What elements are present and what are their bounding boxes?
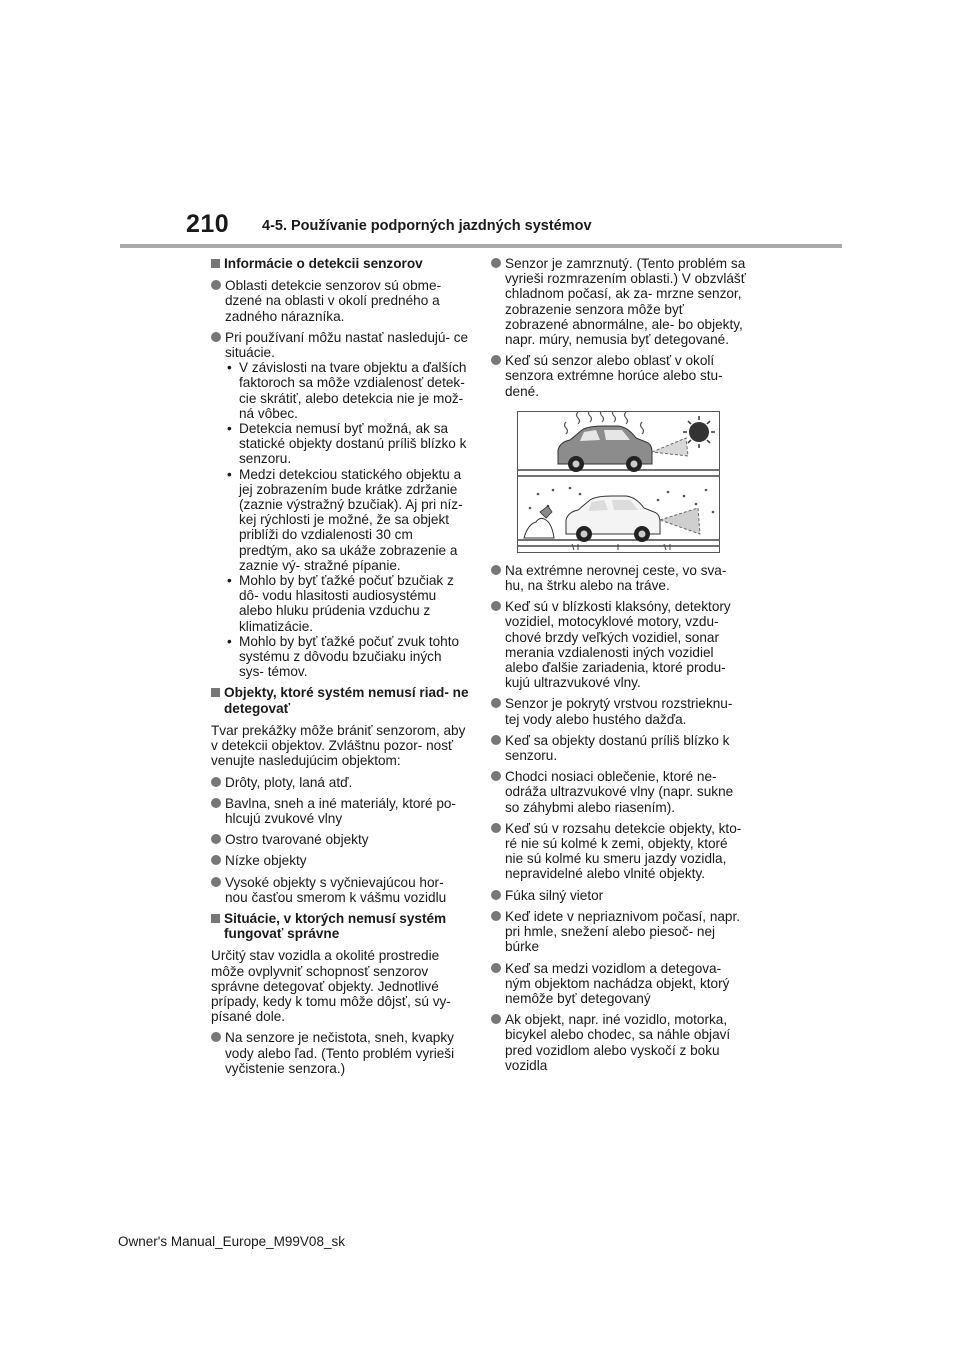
right-column (491, 256, 749, 1079)
list-item-text: Nízke objekty (225, 853, 307, 869)
sun-icon (683, 416, 715, 448)
section-heading (211, 911, 469, 941)
circle-bullet-icon (491, 565, 501, 575)
circle-bullet-icon (211, 834, 221, 844)
circle-bullet-icon (491, 911, 501, 921)
list-item-text: Drôty, ploty, laná atď. (225, 774, 353, 790)
sub-list-item: • Mohlo by byť ťažké počuť bzučiak z dô- vodu hlasitosti audiosystému alebo hluku prúdenia vzduchu z klimatizácie. (227, 573, 454, 634)
sub-list-item-text: Mohlo by byť ťažké počuť zvuk tohto systému z dôvodu bzučiaku iných sys- témov. (239, 633, 460, 680)
list-item-text: Keď sa objekty dostanú príliš blízko k senzoru. (505, 732, 730, 764)
list-item-text: Oblasti detekcie senzorov sú obme- dzené na oblasti v okolí predného a zadného nárazníka. (225, 278, 442, 324)
sub-list-item-text: Detekcia nemusí byť možná, ak sa statické objekty dostanú príliš blízko k senzoru. (239, 421, 467, 467)
list-item (491, 1012, 749, 1073)
list-item (491, 888, 749, 903)
sub-list-item: • V závislosti na tvare objektu a ďalších faktoroch sa môže vzdialenosť detek- cie skrátiť, alebo detekcia nie je mož- ná vôbec. (227, 360, 467, 421)
square-bullet-icon (211, 259, 220, 268)
list-item (491, 696, 749, 726)
list-item-text: Bavlna, sneh a iné materiály, ktoré po- hlcujú zvukové vlny (225, 795, 456, 826)
car-hot-icon (558, 426, 652, 472)
circle-bullet-icon (491, 823, 501, 833)
heading-text: Situácie, v ktorých nemusí systém fungovať správne (224, 910, 447, 942)
list-item-text: Chodci nosiaci oblečenie, ktoré ne- odráža ultrazvukové vlny (napr. sukne so záhybmi alebo riasením). (505, 769, 734, 815)
left-column (211, 256, 469, 1082)
list-item-text: Keď idete v nepriaznivom počasí, napr. pri hmle, snežení alebo piesoč- nej búrke (505, 908, 741, 955)
list-item (491, 353, 749, 399)
sensor-condition-illustration (517, 411, 720, 553)
square-bullet-icon (211, 914, 220, 923)
list-item (211, 278, 469, 324)
heading-text: Informácie o detekcii senzorov (224, 256, 423, 271)
sub-list-item-text: Mohlo by byť ťažké počuť bzučiak z dô- vodu hlasitosti audiosystému alebo hluku prúdenia vzduchu z klimatizácie. (239, 573, 454, 634)
section-heading (211, 256, 469, 271)
list-item-text: Pri používaní môžu nastať nasledujú- ce situácie. (225, 329, 469, 361)
circle-bullet-icon (211, 777, 221, 787)
sub-list-item: • Mohlo by byť ťažké počuť zvuk tohto systému z dôvodu bzučiaku iných sys- témov. (227, 633, 460, 680)
list-item-text: Keď sú senzor alebo oblasť v okolí senzora extrémne horúce alebo stu- dené. (505, 353, 723, 399)
circle-bullet-icon (491, 890, 501, 900)
list-item-text: Keď sú v rozsahu detekcie objekty, kto- ré nie sú kolmé k zemi, objekty, ktoré nie sú kolmé ku smeru jazdy vozidla, nepravidelné alebo vlnité objekty. (505, 820, 742, 882)
list-item (211, 853, 469, 868)
list-item-text: Fúka silný vietor (505, 887, 604, 903)
circle-bullet-icon (491, 258, 501, 268)
page-number: 210 (186, 210, 230, 238)
circle-bullet-icon (211, 332, 221, 342)
list-item (211, 1030, 469, 1076)
circle-bullet-icon (491, 735, 501, 745)
sub-list-item-text: V závislosti na tvare objektu a ďalších faktoroch sa môže vzdialenosť detek- cie skrátiť, alebo detekcia nie je mož- ná vôbec. (239, 360, 467, 421)
sub-list (225, 360, 469, 679)
circle-bullet-icon (491, 698, 501, 708)
list-item-text: Ostro tvarované objekty (225, 832, 369, 848)
section-title: 4-5. Používanie podporných jazdných systémov (262, 218, 592, 234)
list-item (491, 909, 749, 955)
footer-text: Owner's Manual_Europe_M99V08_sk (118, 1234, 345, 1249)
list-item (211, 775, 469, 790)
list-item-text: Ak objekt, napr. iné vozidlo, motorka, bicykel alebo chodec, sa náhle objaví pred vozidlom alebo vyskočí z boku vozidla (505, 1012, 731, 1073)
circle-bullet-icon (491, 771, 501, 781)
list-item-text: Na senzore je nečistota, sneh, kvapky vody alebo ľad. (Tento problém vyrieši vyčistenie senzora.) (225, 1030, 455, 1076)
list-item (211, 832, 469, 847)
list-item (211, 330, 469, 680)
list-item-text: Vysoké objekty s vyčnievajúcou hor- nou časťou smerom k vášmu vozidlu (225, 874, 447, 905)
circle-bullet-icon (211, 1032, 221, 1042)
paragraph: Určitý stav vozidla a okolité prostredie môže ovplyvniť schopnosť senzorov správne detegovať objekty. Jednotlivé prípady, kedy k tomu môže dôjsť, sú vy- písané dole. (211, 948, 451, 1025)
list-item-text: Na extrémne nerovnej ceste, vo sva- hu, na štrku alebo na tráve. (505, 562, 727, 594)
list-item-text: Senzor je zamrznutý. (Tento problém sa vyrieši rozmrazením oblasti.) V obzvlášť chladnom počasí, ak za- mrzne senzor, zobrazenie senzora môže byť zobrazené abnormálne, ale- bo objekty, napr. múry, nemusia byť detegované. (505, 256, 746, 348)
paragraph: Tvar prekážky môže brániť senzorom, aby v detekcii objektov. Zvláštnu pozor- nosť venujte nasledujúcim objektom: (211, 722, 466, 769)
list-item (211, 796, 469, 826)
circle-bullet-icon (211, 280, 221, 290)
circle-bullet-icon (211, 798, 221, 808)
circle-bullet-icon (491, 355, 501, 365)
sub-list-item: • Medzi detekciou statického objektu a jej zobrazením bude krátke zdržanie (zaznie výstražný bzučiak). Aj pri níz- kej rýchlosti je možné, že sa objekt priblíži do vzdialenosti 30 cm predtým, ako sa ukáže zobrazenie a zaznie vý- stražné pípanie. (227, 466, 463, 573)
section-heading (211, 685, 469, 715)
list-item (491, 821, 749, 882)
list-item-text: Keď sú v blízkosti klaksóny, detektory vozidiel, motocyklové motory, vzdu- chové brzdy veľkých vozidiel, sonar merania vzdialenosti iných vozidiel alebo ďalšie zariadenia, ktoré produ- kujú ultrazvukové vlny. (505, 599, 731, 691)
circle-bullet-icon (211, 877, 221, 887)
list-item (491, 256, 749, 347)
list-item (211, 875, 469, 905)
sub-list-item-text: Medzi detekciou statického objektu a jej zobrazením bude krátke zdržanie (zaznie výstražný bzučiak). Aj pri níz- kej rýchlosti je možné, že sa objekt priblíži do vzdialenosti 30 cm predtým, ako sa ukáže zobrazenie a zaznie vý- stražné pípanie. (239, 466, 463, 573)
list-item-text: Senzor je pokrytý vrstvou rozstrieknu- tej vody alebo hustého dažďa. (505, 696, 733, 727)
sub-list-item: • Detekcia nemusí byť možná, ak sa statické objekty dostanú príliš blízko k senzoru. (227, 421, 467, 467)
circle-bullet-icon (491, 601, 501, 611)
list-item (491, 599, 749, 690)
square-bullet-icon (211, 688, 220, 697)
car-cold-icon (566, 496, 660, 542)
circle-bullet-icon (491, 963, 501, 973)
circle-bullet-icon (491, 1014, 501, 1024)
list-item (491, 733, 749, 763)
list-item-text: Keď sa medzi vozidlom a detegova- ným objektom nachádza objekt, ktorý nemôže byť detegovaný (505, 960, 730, 1006)
circle-bullet-icon (211, 855, 221, 865)
list-item (491, 769, 749, 815)
snow-pile-icon (524, 506, 554, 538)
list-item (491, 961, 749, 1007)
header-divider (120, 244, 842, 248)
heading-text: Objekty, ktoré systém nemusí riad- ne detegovať (224, 685, 469, 716)
list-item (491, 563, 749, 593)
